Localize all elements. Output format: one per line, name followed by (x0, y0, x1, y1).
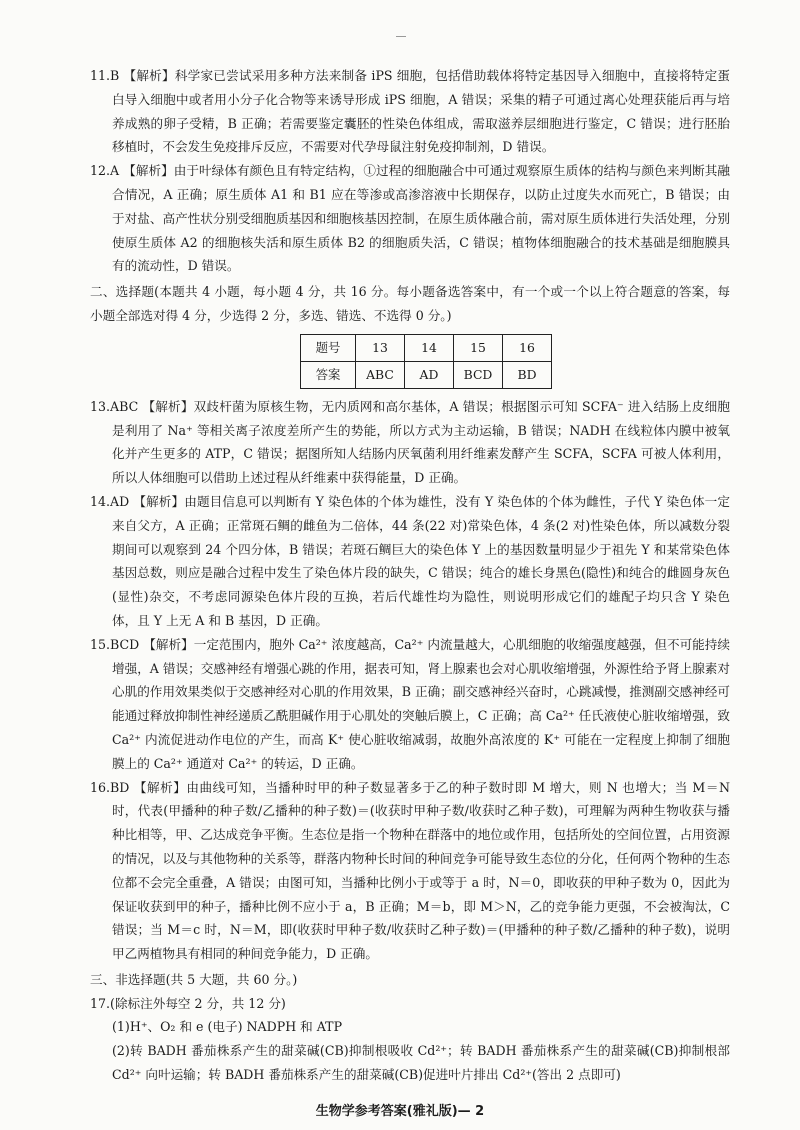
section-heading-3: 三、非选择题(共 5 大题，共 60 分。) (90, 971, 298, 987)
answer-table-number: 16 (503, 334, 552, 361)
answer-table-answer: BCD (454, 361, 503, 388)
answer-q14: 14.AD 【解析】由题目信息可以判断有 Y 染色体的个体为雄性，没有 Y 染色体的个体为雌性，子代 Y 染色体一定来自父方，A 正确；正常斑石鲷的雌鱼为二倍体，44 条(22 对)常染色体，4 条(2 对)性染色体，所以减数分裂期间可以观察到 24 个四分体，B 错误；若斑石鲷巨大的染色体 Y 上的基因数量明显少于祖先 Y 和某常染色体基因总数，则应是融合过程中发生了染色体片段的缺失，C 错误；纯合的雄长身黑色(隐性)和纯合的雌圆身灰色(显性)杂交，不考虑同源染色体片段的互换，若后代雄性均为隐性，则说明形成它们的雄配子均只含 Y 染色体，且 Y 上无 A 和 B 基因，D 正确。 (90, 493, 730, 628)
answer-table-number: 15 (454, 334, 503, 361)
answer-table-row-numbers (301, 334, 552, 361)
answer-q11: 11.B 【解析】科学家已尝试采用多种方法来制备 iPS 细胞，包括借助载体将特定基因导入细胞中，直接将特定蛋白导入细胞中或者用小分子化合物等来诱导形成 iPS 细胞，A 错误；采集的精子可通过离心处理获能后再与培养成熟的卵子受精，B 正确；若需要鉴定囊胚的性染色体组成，需取滋养层细胞进行鉴定，C 错误；进行胚胎移植时，不会发生免疫排斥反应，不需要对代孕母鼠注射免疫抑制剂，D 错误。 (90, 68, 730, 155)
answer-table-answer: BD (503, 361, 552, 388)
answer-table (300, 334, 552, 389)
answer-table-header-label: 题号 (301, 334, 356, 361)
answer-q17-part1: (1)H⁺、O₂ 和 e (电子) NADPH 和 ATP (112, 1019, 343, 1035)
answer-q17-heading: 17.(除标注外每空 2 分，共 12 分) (90, 995, 286, 1011)
answer-table-answer: AD (405, 361, 454, 388)
top-mark (396, 36, 406, 37)
answer-q12: 12.A 【解析】由于叶绿体有颜色且有特定结构，①过程的细胞融合中可通过观察原生质体的结构与颜色来判断其融合情况，A 正确；原生质体 A1 和 B1 应在等渗或高渗溶液中长期保存，以防止过度失水而死亡，B 错误；由于对盐、高产性状分别受细胞质基因和细胞核基因控制，在原生质体融合前，需对原生质体进行失活处理，分别使原生质体 A2 的细胞核失活和原生质体 B2 的细胞质失活，C 错误；植物体细胞融合的技术基础是细胞膜具有的流动性，D 错误。 (90, 163, 730, 274)
answer-table-answer-label: 答案 (301, 361, 356, 388)
answer-q13: 13.ABC 【解析】双歧杆菌为原核生物，无内质网和高尔基体，A 错误；根据图示可知 SCFA⁻ 进入结肠上皮细胞是利用了 Na⁺ 等相关离子浓度差所产生的势能，所以方式为主动运输，B 错误；NADH 在线粒体内膜中被氧化并产生更多的 ATP，C 错误；据图所知人结肠内厌氧菌利用纤维素发酵产生 SCFA，SCFA 可被人体利用，所以人体细胞可以借助上述过程从纤维素中获得能量，D 正确。 (90, 398, 730, 486)
answer-table-answer: ABC (356, 361, 405, 388)
answer-q16: 16.BD 【解析】由曲线可知，当播种时甲的种子数显著多于乙的种子数时即 M 增大，则 N 也增大；当 M＝N 时，代表(甲播种的种子数/乙播种的种子数)＝(收获时甲种子数/收获时乙种子数)，可理解为两种生物收获与播种比相等，甲、乙达成竞争平衡。生态位是指一个物种在群落中的地位或作用，包括所处的空间位置，占用资源的情况，以及与其他物种的关系等，群落内物种长时间的种间竞争可能导致生态位的分化，任何两个物种的生态位都不会完全重叠，A 错误；由图可知，当播种比例小于或等于 a 时，N＝0，即收获的甲种子数为 0，因此为保证收获到甲的种子，播种比例不应小于 a，B 正确；M＝b，即 M＞N，乙的竞争能力更强，不会被淘汰，C 错误；当 M＝c 时，N＝M，即(收获时甲种子数/收获时乙种子数)＝(甲播种的种子数/乙播种的种子数)，说明甲乙两植物具有相同的种间竞争能力，D 正确。 (90, 779, 730, 962)
answer-table-number: 14 (405, 334, 454, 361)
answer-content (90, 64, 730, 1087)
section-heading-2: 二、选择题(本题共 4 小题，每小题 4 分，共 16 分。每小题备选答案中，有一个或一个以上符合题意的答案，每小题全部选对得 4 分，少选得 2 分，多选、错选、不选得 0 分。) (90, 284, 730, 323)
page-footer: 生物学参考答案(雅礼版)— 2 (315, 1104, 485, 1119)
answer-table-row-answers (301, 361, 552, 388)
answer-q15: 15.BCD 【解析】一定范围内，胞外 Ca²⁺ 浓度越高，Ca²⁺ 内流量越大，心肌细胞的收缩强度越强，但不可能持续增强，A 错误；交感神经有增强心跳的作用，据表可知，肾上腺素也会对心肌收缩增强，外源性给予肾上腺素对心肌的作用效果类似于交感神经对心肌的作用效果，B 正确；副交感神经兴奋时，心跳减慢，推测副交感神经可能通过释放抑制性神经递质乙酰胆碱作用于心肌处的突触后膜上，C 正确；高 Ca²⁺ 任氏液使心脏收缩增强，致 Ca²⁺ 内流促进动作电位的产生，而高 K⁺ 使心脏收缩减弱，故胞外高浓度的 K⁺ 可能在一定程度上抑制了细胞膜上的 Ca²⁺ 通道对 Ca²⁺ 的转运，D 正确。 (90, 636, 730, 771)
answer-table-number: 13 (356, 334, 405, 361)
answer-q17-part2: (2)转 BADH 番茄株系产生的甜菜碱(CB)抑制根吸收 Cd²⁺；转 BADH 番茄株系产生的甜菜碱(CB)抑制根部 Cd²⁺ 向叶运输；转 BADH 番茄株系产生的甜菜碱(CB)促进叶片排出 Cd²⁺(答出 2 点即可) (112, 1043, 730, 1083)
